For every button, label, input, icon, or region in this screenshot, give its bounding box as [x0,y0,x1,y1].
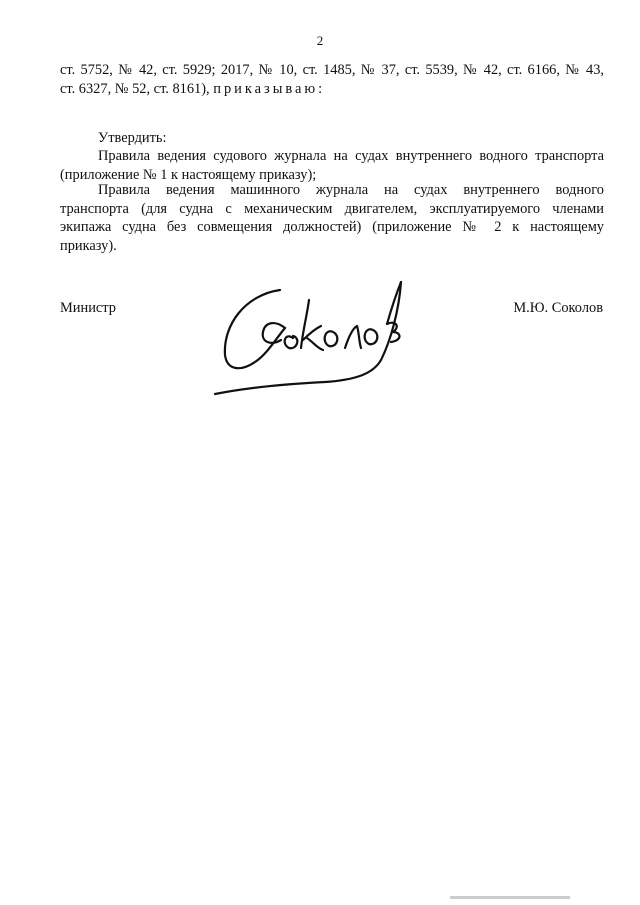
intro-line-2 [60,80,604,99]
signatory-position: Министр [60,300,116,316]
item-2-line-3: экипажа судна без совмещения должностей) (приложение № 2 к настоящему [60,219,604,235]
item-1-paragraph [60,147,604,184]
item-2-line-2: транспорта (для судна с механическим двигателем, эксплуатируемого членами [60,200,604,217]
page-number: 2 [316,33,324,48]
item-2-line-4: приказу). [60,237,117,254]
approve-label: Утвердить: [98,130,167,146]
intro-line-1: ст. 5752, № 42, ст. 5929; 2017, № 10, ст. 1485, № 37, ст. 5539, № 42, ст. 6166, № 43, [60,62,604,78]
item-1-line-1: Правила ведения судового журнала на судах внутреннего водного транспорта [98,148,604,164]
page-edge-mark [450,896,570,899]
item-1-line-2: (приложение № 1 к настоящему приказу); [60,166,317,183]
handwritten-signature [205,270,425,400]
signatory-name: М.Ю. Соколов [513,300,603,316]
intro-paragraph [60,61,604,98]
intro-line-2-prefix: ст. 6327, № 52, ст. 8161), [60,80,210,97]
item-2-line-1: Правила ведения машинного журнала на судах внутреннего водного [98,182,604,198]
order-keyword: приказываю: [213,80,326,97]
item-2-paragraph [60,181,604,255]
